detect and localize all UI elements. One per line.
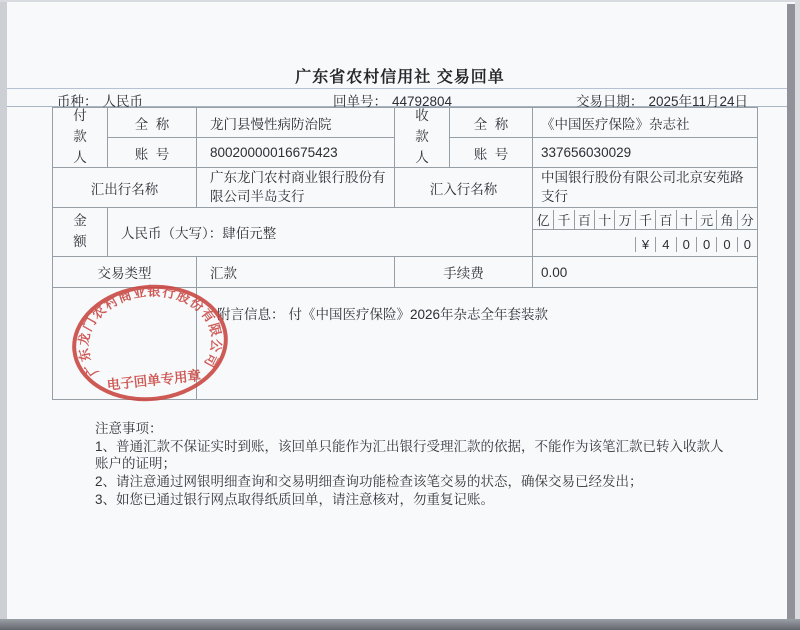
payee-name-label-cell <box>450 108 533 138</box>
stamp-cell <box>53 288 197 399</box>
remitting-bank-label: 汇出行名称 <box>53 168 197 208</box>
digit-value: 0 <box>737 237 757 252</box>
fee-value: 0.00 <box>533 257 757 288</box>
transaction-date-value: 2025年11月24日 <box>648 94 748 109</box>
digit-value: 0 <box>716 237 736 252</box>
payer-account-label: 账号 <box>134 146 177 162</box>
payee-name-value: 《中国医疗保险》杂志社 <box>533 108 757 138</box>
digit-header: 千 <box>553 210 573 230</box>
digit-header: 千 <box>635 210 655 230</box>
digit-header: 百 <box>655 210 675 230</box>
amount-words-value: 肆佰元整 <box>222 226 277 241</box>
payer-role-label: 付款人 <box>73 108 87 165</box>
digit-header: 十 <box>676 210 696 230</box>
digit-header: 万 <box>614 210 634 230</box>
scan-edge-right <box>787 4 795 630</box>
scan-edge-right-light <box>795 0 800 630</box>
digit-header: 百 <box>574 210 594 230</box>
scan-edge-left <box>0 0 7 630</box>
digit-header: 分 <box>737 210 757 230</box>
amount-digit-grid <box>533 208 757 257</box>
payee-account-value: 337656030029 <box>533 138 757 168</box>
digit-header: 元 <box>696 210 716 230</box>
notes-heading: 注意事项： <box>95 421 163 436</box>
receipt-meta-row <box>7 88 788 107</box>
receipt-table <box>52 107 758 400</box>
payee-account-label-cell <box>450 138 533 168</box>
note-item: 1、普通汇款不保证实时到账，该回单只能作为汇出银行受理汇款的依据，不能作为该笔汇款已转入收款人账户的证明； <box>95 439 724 471</box>
digit-header: 亿 <box>533 210 553 230</box>
remitting-bank-name: 广东龙门农村商业银行股份有限公司半岛支行 <box>210 169 386 204</box>
note-item: 3、如您已通过银行网点取得纸质回单，请注意核对，勿重复记账。 <box>95 492 495 507</box>
digit-value: 4 <box>655 237 675 252</box>
digit-value: 0 <box>676 237 696 252</box>
payer-account-label-cell <box>108 138 197 168</box>
fee-label: 手续费 <box>395 257 533 288</box>
receiving-bank-label: 汇入行名称 <box>395 168 533 208</box>
digit-value: ¥ <box>635 237 655 252</box>
amount-in-words-cell <box>108 208 533 257</box>
payer-role-cell <box>53 108 108 168</box>
transaction-date-label: 交易日期： <box>575 94 644 109</box>
memo-text: 付《中国医疗保险》2026年杂志全年套装款 <box>288 307 549 322</box>
scan-edge-top <box>0 0 800 2</box>
transaction-type-value: 汇款 <box>197 257 395 288</box>
receiving-bank-value <box>533 168 757 208</box>
receipt-title: 广东省农村信用社 交易回单 <box>295 69 505 86</box>
currency-label: 币种： <box>57 94 98 109</box>
memo-label: 附言信息： <box>217 307 285 322</box>
payer-name-value: 龙门县慢性病防治院 <box>197 108 395 138</box>
receipt-number-label: 回单号： <box>333 94 387 109</box>
payee-account-label: 账号 <box>473 146 516 162</box>
payee-role-cell <box>395 108 450 168</box>
receipt-number-value: 44792804 <box>392 94 453 109</box>
scan-edge-bottom <box>0 619 800 630</box>
currency-value: 人民币 <box>102 94 143 109</box>
payee-name-label: 全称 <box>473 116 516 132</box>
payer-account-value: 80020000016675423 <box>197 138 395 168</box>
note-item: 2、请注意通过网银明细查询和交易明细查询功能检查该笔交易的状态，确保交易已经发出； <box>95 474 643 489</box>
stamp-bottom-text: 电子回单专用章 <box>106 367 202 393</box>
amount-label: 金额 <box>73 213 87 249</box>
transaction-type-label: 交易类型 <box>53 257 197 288</box>
receiving-bank-name: 中国银行股份有限公司北京安苑路支行 <box>541 169 744 204</box>
digit-header: 十 <box>594 210 614 230</box>
digit-header: 角 <box>716 210 736 230</box>
payer-name-label-cell <box>108 108 197 138</box>
payer-name-label: 全称 <box>134 116 177 132</box>
amount-words-label: 人民币（大写）： <box>121 226 223 241</box>
stamp-ring-text: 广东龙门农村商业银行股份有限公司 <box>75 283 225 380</box>
payee-role-label: 收款人 <box>415 108 429 165</box>
digit-value: 0 <box>696 237 716 252</box>
amount-label-cell <box>53 208 108 257</box>
notes-section <box>95 420 725 508</box>
remitting-bank-value <box>197 168 395 208</box>
memo-cell <box>197 288 757 399</box>
